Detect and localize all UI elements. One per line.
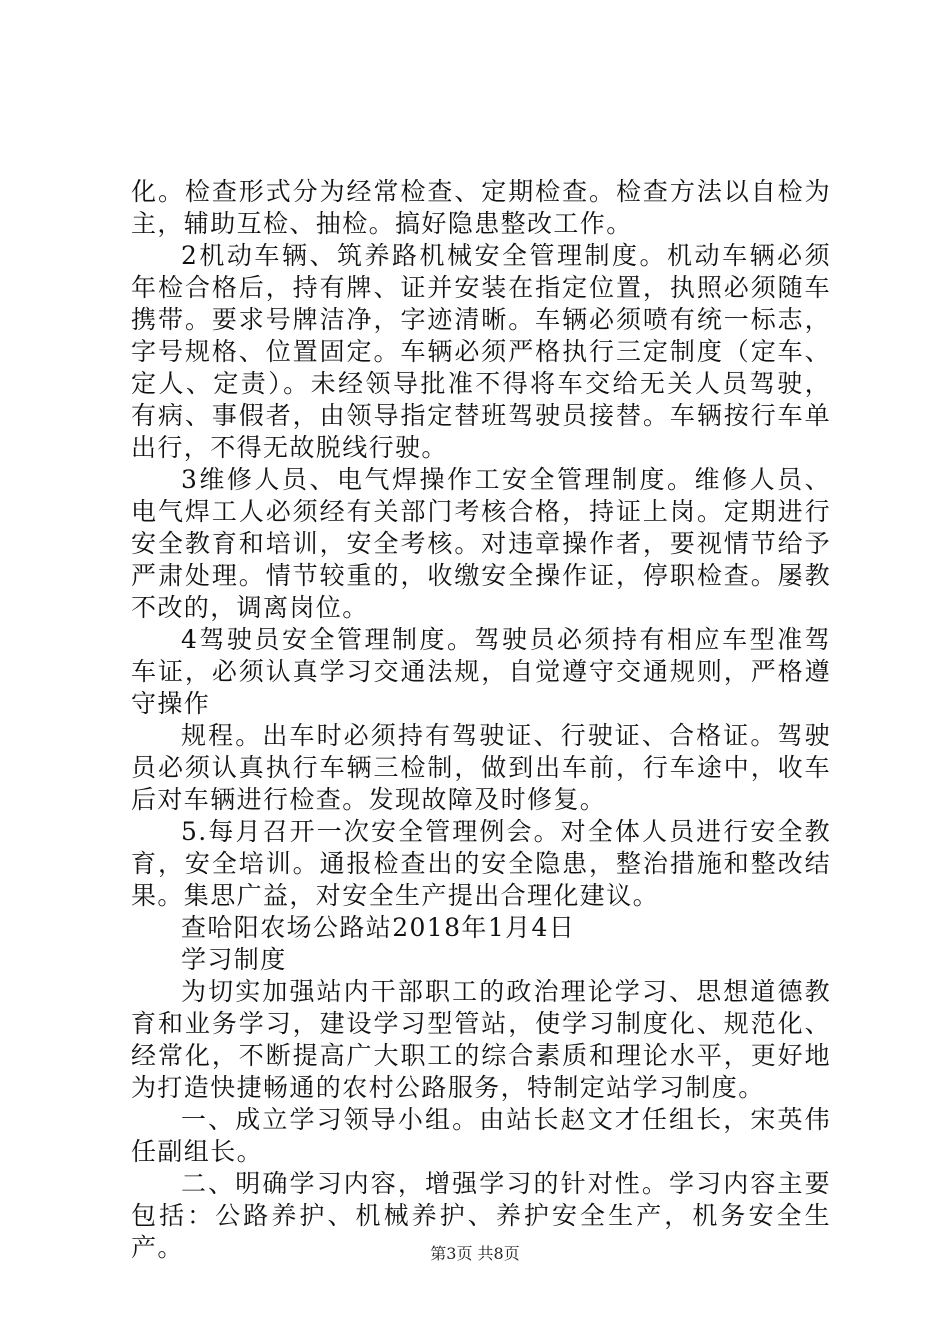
paragraph-study-group: 一、成立学习领导小组。由站长赵文才任组长，宋英伟任副组长。 [131,1105,831,1166]
paragraph-study-content: 二、明确学习内容，增强学习的针对性。学习内容主要包括：公路养护、机械养护、养护安全生产，机务安全生产。 [131,1169,831,1262]
page-number-footer: 第3页 共8页 [430,1244,520,1263]
paragraph-driver-rules: 4驾驶员安全管理制度。驾驶员必须持有相应车型准驾车证，必须认真学习交通法规，自觉遵守交通规则，严格遵守操作 [131,625,831,718]
section-title-study-rules: 学习制度 [181,945,287,974]
paragraph-vehicle-rules: 2机动车辆、筑养路机械安全管理制度。机动车辆必须年检合格后，持有牌、证并安装在指定位置，执照必须随车携带。要求号牌洁净，字迹清晰。车辆必须喷有统一标志，字号规格、位置固定。车辆必须严格执行三定制度（定车、定人、定责）。未经领导批准不得将车交给无关人员驾驶，有病、事假者，由领导指定替班驾驶员接替。车辆按行车单出行，不得无故脱线行驶。 [131,241,831,462]
paragraph-driver-rules-cont: 规程。出车时必须持有驾驶证、行驶证、合格证。驾驶员必须认真执行车辆三检制，做到出车前，行车途中，收车后对车辆进行检查。发现故障及时修复。 [131,721,831,814]
paragraph-maintenance-rules: 3维修人员、电气焊操作工安全管理制度。维修人员、电气焊工人必须经有关部门考核合格，持证上岗。定期进行安全教育和培训，安全考核。对违章操作者，要视情节给予严肃处理。情节较重的，收缴安全操作证，停职检查。屡教不改的，调离岗位。 [131,465,831,622]
paragraph-study-intro: 为切实加强站内干部职工的政治理论学习、思想道德教育和业务学习，建设学习型管站，使学习制度化、规范化、经常化，不断提高广大职工的综合素质和理论水平，更好地为打造快捷畅通的农村公路服务，特制定站学习制度。 [131,977,831,1102]
paragraph-signature-date: 查哈阳农场公路站2018年1月4日 [181,913,576,942]
document-body [131,176,831,1264]
paragraph-monthly-meeting: 5.每月召开一次安全管理例会。对全体人员进行安全教育，安全培训。通报检查出的安全隐患，整治措施和整改结果。集思广益，对安全生产提出合理化建议。 [131,817,831,910]
paragraph-continuation: 化。检查形式分为经常检查、定期检查。检查方法以自检为主，辅助互检、抽检。搞好隐患整改工作。 [131,177,831,238]
